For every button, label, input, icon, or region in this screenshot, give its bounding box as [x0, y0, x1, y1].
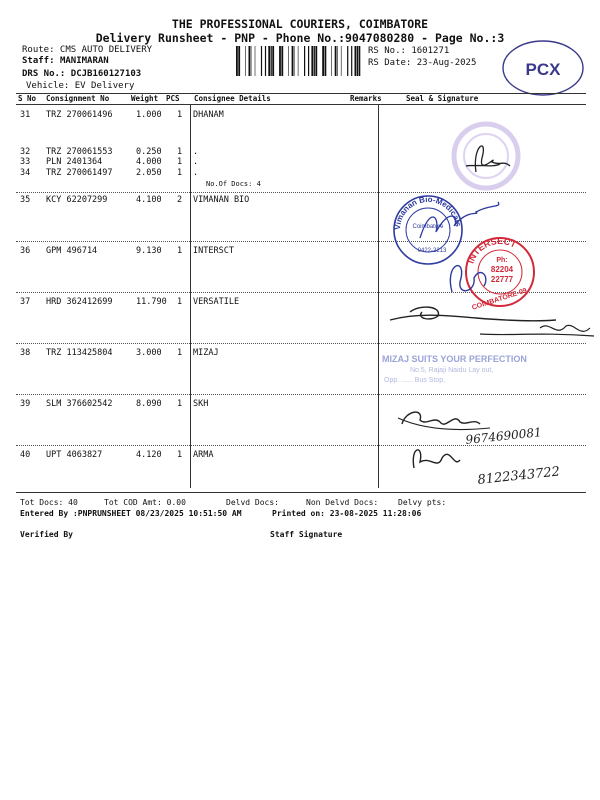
- barcode-image: [236, 46, 364, 76]
- vimanan-stamp-ring: Vimanan Bio-Medicals: [392, 194, 463, 231]
- col-consignment: Consignment No: [46, 94, 110, 103]
- barcode-bar: [311, 46, 313, 76]
- barcode-bar: [236, 46, 238, 76]
- row-weight: 9.130: [136, 246, 162, 256]
- barcode-bar: [337, 46, 338, 76]
- mizaj-stamp-line2: No.5, Rajaji Naidu Lay out,: [410, 367, 494, 374]
- row-cons: KCY 62207299: [46, 195, 108, 205]
- drs-label: DRS No.:: [22, 69, 66, 79]
- barcode-bar: [251, 46, 252, 76]
- barcode-bar: [292, 46, 294, 76]
- row-cons: TRZ 270061553: [46, 147, 113, 157]
- barcode-bar: [351, 46, 352, 76]
- row-pcs: 1: [177, 297, 183, 307]
- non-delivered-docs: Non Delvd Docs:: [306, 498, 379, 507]
- vimanan-stamp-phone: 0422-2213: [417, 248, 447, 254]
- barcode-bar: [335, 46, 337, 76]
- row-pcs: 1: [177, 246, 183, 256]
- barcode-bar: [271, 46, 272, 76]
- barcode-bar: [238, 46, 240, 76]
- barcode-bar: [325, 46, 327, 76]
- row-name: DHANAM: [193, 110, 224, 120]
- total-docs: Tot Docs: 40: [20, 498, 78, 507]
- entered-by: Entered By :PNPRUNSHEET 08/23/2025 10:51:50 AM: [20, 509, 242, 518]
- row-name: ARMA: [193, 450, 214, 460]
- staff-label: Staff:: [22, 56, 55, 66]
- barcode-bar: [268, 46, 270, 76]
- row-sno: 35: [20, 195, 31, 205]
- row-sno: 37: [20, 297, 31, 307]
- handwritten-phone-1: 9674690081: [464, 425, 543, 447]
- column-divider: [378, 104, 379, 488]
- row-weight: 2.050: [136, 168, 162, 178]
- barcode-bar: [359, 46, 361, 76]
- row-pcs: 1: [177, 399, 183, 409]
- vehicle-text: Vehicle: EV Delivery: [26, 81, 135, 91]
- row-name: .: [193, 157, 199, 167]
- intersect-phone-2: 22777: [490, 275, 514, 284]
- barcode-bar: [249, 46, 251, 76]
- svg-text:INTERSECT: [466, 236, 519, 265]
- col-consignee: Consignee Details: [194, 94, 271, 103]
- mizaj-stamp-line1: MIZAJ SUITS YOUR PERFECTION: [382, 354, 527, 364]
- runsheet-subtitle: Delivery Runsheet - PNP - Phone No.:9047080280 - Page No.:3: [95, 31, 505, 45]
- drs-line: [22, 69, 141, 79]
- row-cons: PLN 2401364: [46, 157, 103, 167]
- row-sno: 40: [20, 450, 31, 460]
- delivered-docs: Delvd Docs:: [226, 498, 279, 507]
- barcode-bar: [357, 46, 358, 76]
- row-weight: 4.100: [136, 195, 162, 205]
- staff-name: MANIMARAN: [59, 56, 109, 66]
- company-name: THE PROFESSIONAL COURIERS, COIMBATORE: [171, 17, 429, 31]
- rs-date: RS Date: 23-Aug-2025: [368, 58, 477, 68]
- barcode-bar: [341, 46, 342, 76]
- row-name: INTERSCT: [193, 246, 234, 256]
- total-cod: Tot COD Amt: 0.00: [104, 498, 186, 507]
- barcode-bar: [347, 46, 348, 76]
- row-sno: 31: [20, 110, 31, 120]
- row-weight: 1.000: [136, 110, 162, 120]
- row-pcs: 1: [177, 348, 183, 358]
- barcode-bar: [245, 46, 246, 76]
- row-pcs: 1: [177, 450, 183, 460]
- barcode-bar: [261, 46, 262, 76]
- intersect-stamp-city: COIMBATORE-09: [471, 287, 528, 312]
- barcode-bar: [314, 46, 315, 76]
- intersect-phone-1: 82204: [490, 265, 514, 274]
- row-weight: 4.120: [136, 450, 162, 460]
- barcode-bar: [265, 46, 266, 76]
- row-name: VIMANAN BIO: [193, 195, 250, 205]
- row-sno: 36: [20, 246, 31, 256]
- barcode-bar: [294, 46, 295, 76]
- barcode-bar: [308, 46, 309, 76]
- table-header-rule: [16, 104, 586, 105]
- barcode-bar: [288, 46, 289, 76]
- col-remarks: Remarks: [350, 94, 382, 103]
- row-sno: 39: [20, 399, 31, 409]
- pcx-stamp-text: PCX: [525, 60, 561, 79]
- barcode-bar: [255, 46, 256, 76]
- intersect-ph-label: Ph:: [496, 257, 508, 264]
- row-name: .: [193, 168, 199, 178]
- barcode-bar: [298, 46, 299, 76]
- barcode-bar: [355, 46, 357, 76]
- rs-number: RS No.: 1601271: [368, 46, 450, 56]
- col-weight: Weight: [131, 94, 159, 103]
- row-sno: 33: [20, 157, 31, 167]
- drs-number: DCJB160127103: [70, 69, 142, 79]
- row-cons: GPM 496714: [46, 246, 98, 256]
- row-pcs: 1: [177, 147, 183, 157]
- row-weight: 11.790: [136, 297, 167, 307]
- col-seal: Seal & Signature: [406, 94, 479, 103]
- row-cons: HRD 362412699: [46, 297, 113, 307]
- barcode-bar: [331, 46, 332, 76]
- handwritten-phone-2: 8122343722: [476, 464, 561, 488]
- barcode-bar: [315, 46, 317, 76]
- barcode-bar: [272, 46, 274, 76]
- row-name: .: [193, 147, 199, 157]
- row-cons: UPT 4063827: [46, 450, 103, 460]
- vimanan-stamp-city: Coimbatore: [412, 224, 444, 230]
- column-divider: [190, 104, 191, 488]
- row-cons: TRZ 270061497: [46, 168, 113, 178]
- row-pcs: 1: [177, 110, 183, 120]
- row-name: MIZAJ: [193, 348, 219, 358]
- row-sno: 32: [20, 147, 31, 157]
- group-docs-note: No.Of Docs: 4: [206, 180, 261, 188]
- row-weight: 4.000: [136, 157, 162, 167]
- row-name: SKH: [193, 399, 209, 409]
- row-weight: 8.090: [136, 399, 162, 409]
- table-bottom-rule: [16, 492, 586, 493]
- row-cons: TRZ 270061496: [46, 110, 113, 120]
- row-weight: 3.000: [136, 348, 162, 358]
- row-name: VERSATILE: [193, 297, 240, 307]
- staff-signature: Staff Signature: [270, 530, 343, 539]
- intersect-stamp-ring: INTERSECT: [465, 235, 518, 265]
- barcode-bar: [304, 46, 305, 76]
- route-text: Route: CMS AUTO DELIVERY: [22, 45, 153, 55]
- printed-on: Printed on: 23-08-2025 11:28:06: [272, 509, 422, 518]
- row-weight: 0.250: [136, 147, 162, 157]
- row-pcs: 1: [177, 157, 183, 167]
- delivery-points: Delvy pts:: [398, 498, 447, 507]
- row-cons: SLM 376602542: [46, 399, 113, 409]
- row-pcs: 1: [177, 168, 183, 178]
- mizaj-stamp-line3: Opp. ...... Bus Stop,: [384, 377, 446, 384]
- row-cons: TRZ 113425804: [46, 348, 113, 358]
- staff-line: [22, 56, 109, 66]
- col-sno: S No: [18, 94, 37, 103]
- barcode-bar: [281, 46, 283, 76]
- row-pcs: 2: [177, 195, 183, 205]
- row-sno: 34: [20, 168, 31, 178]
- barcode-bar: [322, 46, 324, 76]
- verified-by: Verified By: [20, 530, 73, 539]
- col-pcs: PCS: [166, 94, 180, 103]
- signatures-and-stamps: [380, 106, 590, 486]
- row-sno: 38: [20, 348, 31, 358]
- pcx-stamp: [500, 38, 586, 98]
- barcode-bar: [279, 46, 281, 76]
